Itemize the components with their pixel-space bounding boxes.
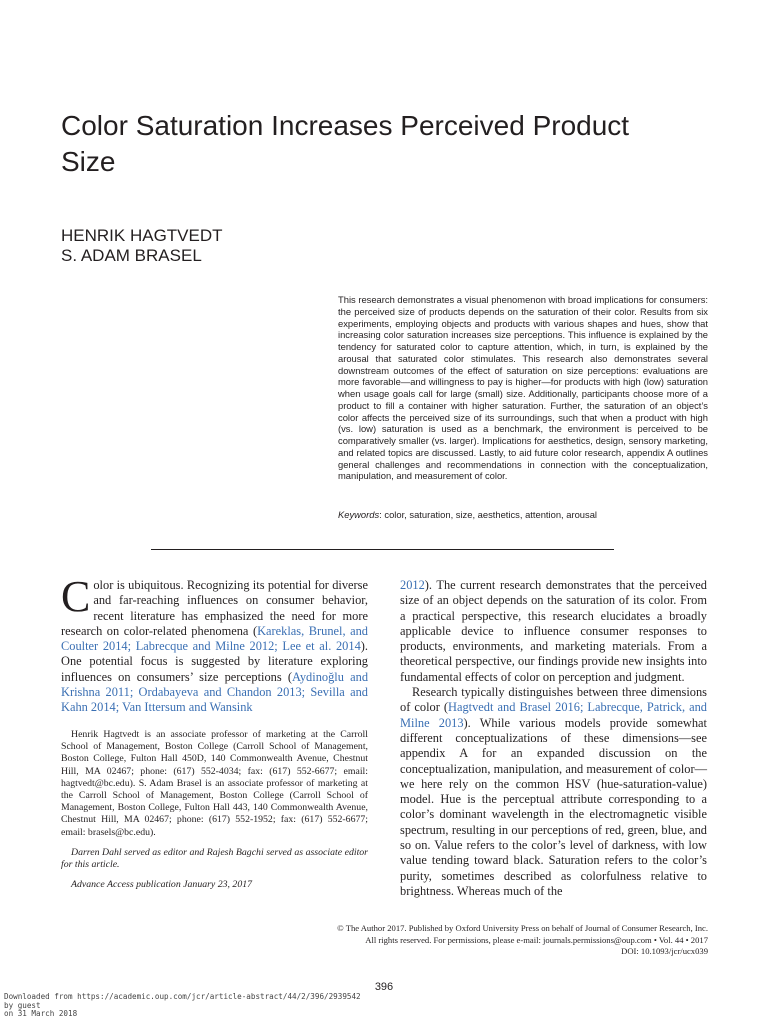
body-paragraph — [61, 572, 369, 716]
download-line: Downloaded from https://academic.oup.com/jcr/article-abstract/44/2/396/2939542 — [4, 992, 361, 1001]
download-stamp — [4, 993, 361, 1019]
abstract: This research demonstrates a visual phenomenon with broad implications for consumers: the perceived size of products depends on the saturation of their color. Results from six experiments, employing objects and products with various shapes and hues, show that increasing color saturation increases size perceptions. This influence is explained by the tendency for saturated color to capture attention, which, in turn, is explained by the arousal that saturated color stimulates. This research also demonstrates several downstream outcomes of the effect of saturation on size perceptions: evaluations are more favorable—and willingness to pay is higher—for products with high (low) saturation when usage goals call for large (small) size. Additionally, participants choose more of a product to fill a container with higher saturation. Further, the saturation of an object’s color affects the perceived size of its surroundings, such that when a product with high (vs. low) saturation is used as a benchmark, the environment is perceived to be comparatively smaller (vs. larger). Implications for aesthetics, design, sensory marketing, and related topics are discussed. Lastly, to aid future color research, appendix A outlines general challenges and recommendations in connection with the conceptualization, manipulation, and measurement of color. — [338, 294, 708, 482]
download-line: by guest — [4, 1000, 41, 1010]
article-title: Color Saturation Increases Perceived Product Size — [61, 110, 630, 177]
drop-cap: C — [61, 572, 91, 621]
author-name: S. ADAM BRASEL — [61, 246, 202, 265]
page-number: 396 — [374, 981, 394, 993]
citation-link[interactable]: Hagtvedt and Brasel 2016; Labrecque, Patrick, and Milne 2013 — [400, 700, 708, 730]
download-line: on 31 March 2018 — [4, 1009, 78, 1019]
body-paragraph — [400, 685, 707, 899]
body-paragraph — [400, 578, 707, 685]
section-divider — [151, 549, 614, 550]
author-footnote — [61, 729, 368, 899]
copyright-line: © The Author 2017. Published by Oxford University Press on behalf of Journal of Consumer Research, Inc. — [337, 923, 708, 933]
author-bio: Henrik Hagtvedt is an associate professor of marketing at the Carroll School of Management, Boston College (Carroll School of Management, Boston College, Fulton Hall 450D, 140 Commonwealth Avenue, Chestnut Hill, MA 02467; phone: (617) 552-4034; fax: (617) 552-6677; email: hagtvedt@bc.edu). S. Adam Brasel is an associate professor of marketing at the Carroll School of Management, Boston College (Carroll School of Management, Boston College, Fulton Hall 443, 140 Commonwealth Avenue, Chestnut Hill, MA 02467; phone: (617) 552-1952; fax: (617) 552-6677; email: brasels@bc.edu). — [61, 729, 368, 838]
citation-link[interactable]: Aydinoğlu and Krishna 2011; Ordabayeva and Chandon 2013; Sevilla and Kahn 2014; Van Ittersum and Wansink — [61, 669, 369, 715]
body-text: Research typically distinguishes between three dimensions of color ( — [400, 685, 707, 715]
doi: DOI: 10.1093/jcr/ucx039 — [621, 946, 708, 956]
body-text: olor is ubiquitous. Recognizing its potential for diverse and far-reaching influences on consumer behavior, recent literature has emphasized the need for more research on color-related phenomena ( — [61, 578, 368, 638]
body-text: ). While various models provide somewhat different conceptualizations of these dimensions—see appendix A for an expanded discussion on the conceptualization, manipulation, and measurement of color—we here rely on the common HSV (hue-saturation-value) model. Hue is the perceptual attribute corresponding to a color’s dominant wavelength in the electromagnetic visible spectrum, resulting in our perceptions of red, green, blue, and so on. Value refers to the color’s level of darkness, with low value tending toward black. Saturation refers to the color’s purity, sometimes described as colorfulness relative to brightness. Whereas much of the — [400, 715, 707, 898]
citation-link[interactable]: 2012 — [400, 578, 425, 592]
keywords-text: : color, saturation, size, aesthetics, attention, arousal — [379, 509, 597, 520]
body-text: ). The current research demonstrates that the perceived size of an object depends on the saturation of its color. From a practical perspective, this research elucidates a broadly applicable device to influence consumer responses to products, environments, and marketing materials. From a theoretical perspective, our findings provide new insights into fundamental effects of color on perception and judgment. — [400, 578, 707, 684]
keywords-label: Keywords — [338, 509, 380, 520]
keywords — [338, 509, 708, 521]
body-text: ). One potential focus is suggested by literature exploring influences on consumers’ size perceptions ( — [61, 639, 368, 684]
body-column-left — [61, 572, 369, 716]
copyright-notice — [288, 923, 708, 958]
advance-access-note: Advance Access publication January 23, 2017 — [71, 879, 253, 891]
author-name: HENRIK HAGTVEDT — [61, 226, 223, 245]
editor-note: Darren Dahl served as editor and Rajesh Bagchi served as associate editor for this article. — [61, 846, 368, 871]
citation-link[interactable]: Kareklas, Brunel, and Coulter 2014; Labrecque and Milne 2012; Lee et al. 2014 — [61, 623, 368, 654]
author-list — [61, 226, 223, 266]
body-column-right — [400, 578, 707, 899]
copyright-line: All rights reserved. For permissions, please e-mail: journals.permissions@oup.com • Vol. 44 • 2017 — [365, 934, 708, 945]
